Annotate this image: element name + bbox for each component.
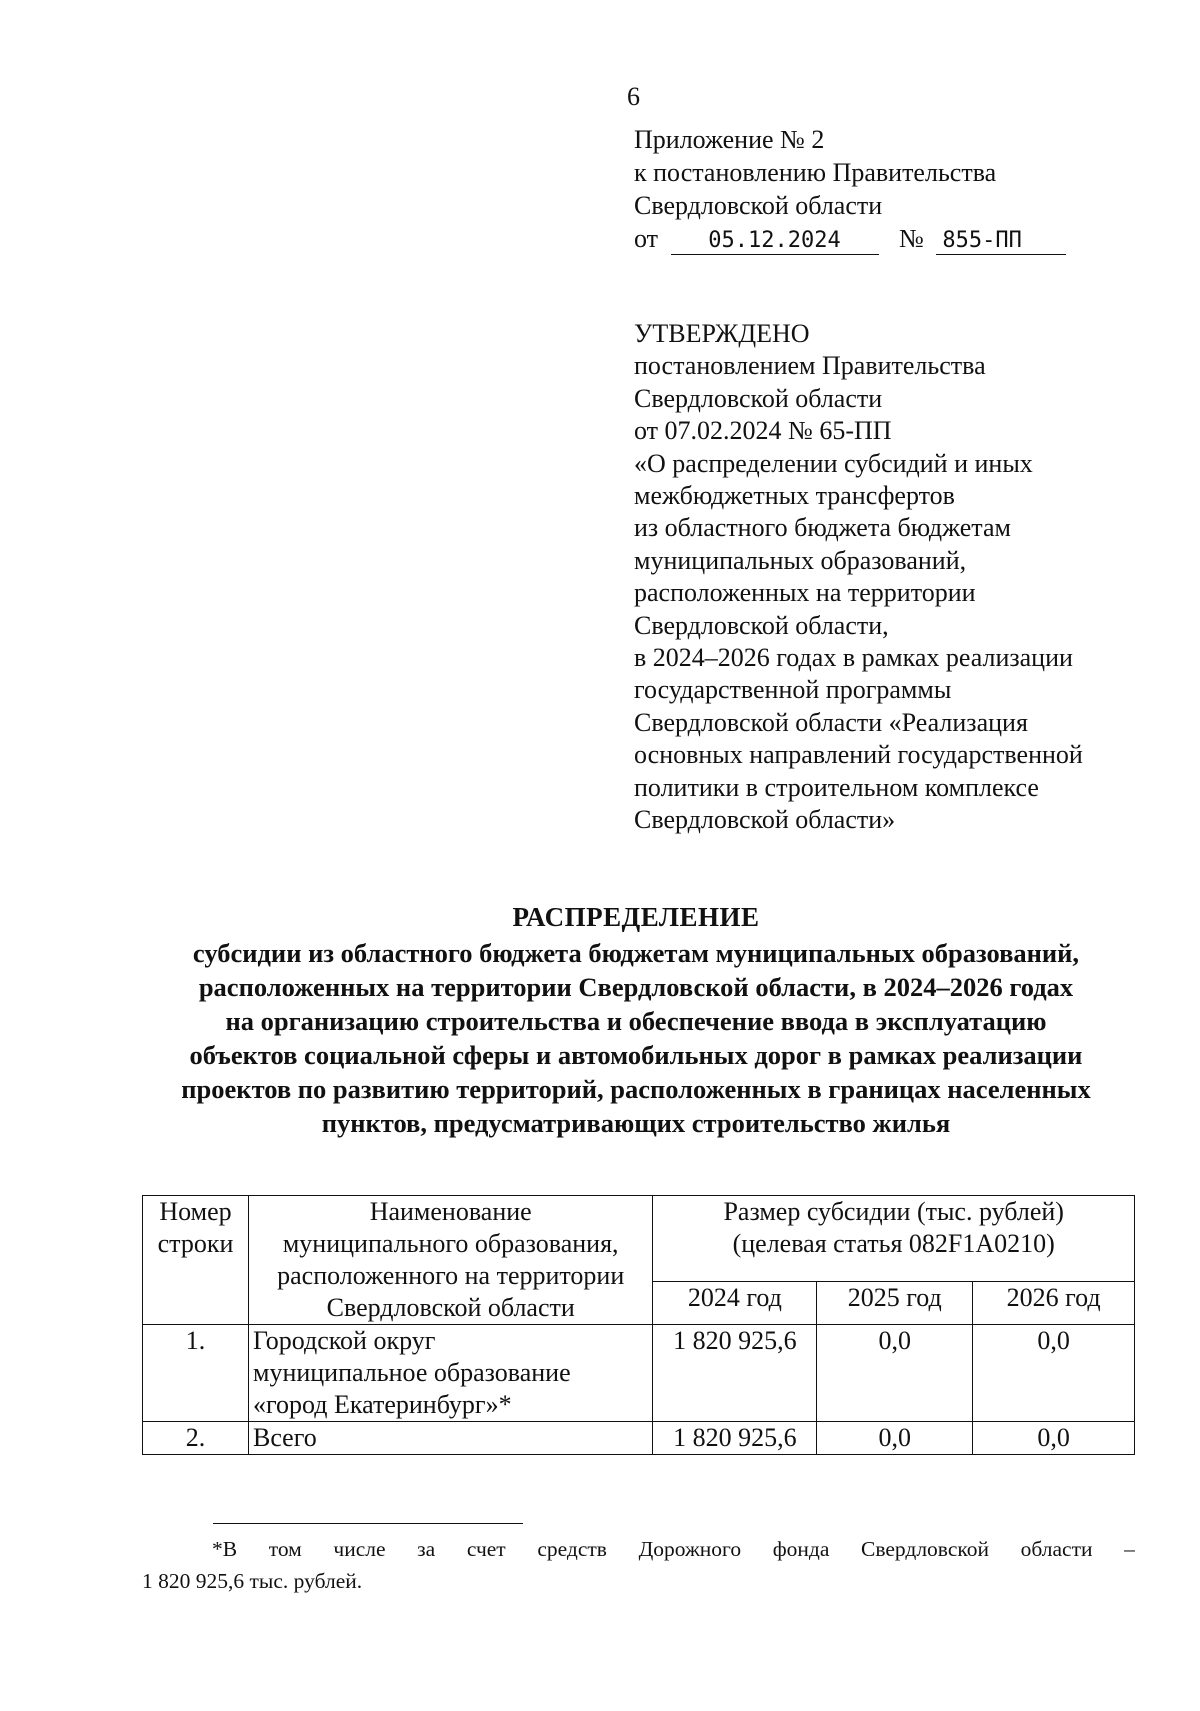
footnote-word: – <box>1124 1537 1135 1561</box>
header-name-line: Наименование <box>369 1197 532 1226</box>
approved-line: в 2024–2026 годах в рамках реализации <box>634 643 1073 673</box>
appendix-line-3: Свердловской области <box>634 191 883 220</box>
value-2025: 0,0 <box>817 1325 973 1422</box>
approved-line: межбюджетных трансфертов <box>634 481 955 511</box>
approved-line: Свердловской области» <box>634 805 896 835</box>
header-row-number <box>143 1196 249 1325</box>
footnote-divider <box>213 1523 523 1524</box>
approved-line: Свердловской области <box>634 383 883 413</box>
footnote-word: Дорожного <box>638 1537 742 1561</box>
heading-line: субсидии из областного бюджета бюджетам муниципальных образований, <box>192 938 1080 968</box>
value-2026: 0,0 <box>973 1325 1135 1422</box>
header-year-2025: 2025 год <box>817 1281 973 1324</box>
approved-line: политики в строительном комплексе <box>634 772 1039 802</box>
appendix-line-2: к постановлению Правительства <box>634 158 997 187</box>
header-num-line: Номер <box>159 1197 232 1226</box>
header-name-line: расположенного на территории <box>277 1261 625 1290</box>
page-number: 6 <box>627 82 640 111</box>
header-subsidy-amount <box>653 1196 1135 1282</box>
header-year-2024: 2024 год <box>653 1281 817 1324</box>
header-name-line: Свердловской области <box>326 1293 575 1322</box>
value-2026: 0,0 <box>973 1422 1135 1455</box>
table-row <box>143 1325 1135 1422</box>
appendix-line-1: Приложение № 2 <box>634 125 825 154</box>
row-number: 1. <box>143 1325 249 1422</box>
footnote-word: за <box>417 1537 436 1561</box>
footnote-word: средств <box>537 1537 607 1561</box>
header-name-line: муниципального образования, <box>282 1229 619 1258</box>
appendix-from-label: от <box>634 224 659 253</box>
footnote-line-1 <box>142 1533 1135 1565</box>
header-municipality <box>248 1196 652 1325</box>
header-num-line: строки <box>157 1229 234 1258</box>
appendix-number: 855-ПП <box>936 228 1066 255</box>
heading-line: на организацию строительства и обеспечение ввода в эксплуатацию <box>225 1006 1047 1036</box>
heading-line: пунктов, предусматривающих строительство жилья <box>321 1108 951 1138</box>
heading-line: проектов по развитию территорий, расположенных в границах населенных <box>181 1074 1091 1104</box>
appendix-date-line <box>634 222 1066 255</box>
value-2024: 1 820 925,6 <box>653 1325 817 1422</box>
document-heading <box>100 900 1172 1140</box>
row-municipality <box>248 1325 652 1422</box>
row-municipality: Всего <box>248 1422 652 1455</box>
table-header-row <box>143 1196 1135 1282</box>
municipality-line: Городской округ <box>252 1326 436 1355</box>
approved-line: Свердловской области «Реализация <box>634 707 1028 737</box>
footnote-word: фонда <box>772 1537 830 1561</box>
row-number: 2. <box>143 1422 249 1455</box>
header-amount-line: Размер субсидии (тыс. рублей) <box>723 1197 1064 1226</box>
heading-line: расположенных на территории Свердловской области, в 2024–2026 годах <box>198 972 1074 1002</box>
approved-line: государственной программы <box>634 675 952 705</box>
footnote-word: том <box>268 1537 302 1561</box>
approved-line: от 07.02.2024 № 65-ПП <box>634 416 892 446</box>
document-title: РАСПРЕДЕЛЕНИЕ <box>512 902 760 932</box>
footnote-word: *В <box>212 1537 238 1561</box>
appendix-number-label: № <box>899 224 924 253</box>
header-amount-line: (целевая статья 082F1A0210) <box>732 1229 1055 1258</box>
value-2025: 0,0 <box>817 1422 973 1455</box>
approved-line: «О распределении субсидий и иных <box>634 448 1033 478</box>
footnote-word: области <box>1020 1537 1093 1561</box>
table-row-total <box>143 1422 1135 1455</box>
approved-line: расположенных на территории <box>634 578 976 608</box>
footnote-word: Свердловской <box>861 1537 989 1561</box>
approved-line: постановлением Правительства <box>634 351 986 381</box>
footnote-word: счет <box>466 1537 506 1561</box>
heading-line: объектов социальной сферы и автомобильных дорог в рамках реализации <box>189 1040 1083 1070</box>
header-year-2026: 2026 год <box>973 1281 1135 1324</box>
approved-line: основных направлений государственной <box>634 740 1083 770</box>
distribution-table <box>142 1195 1135 1455</box>
footnote-word: числе <box>333 1537 386 1561</box>
municipality-line: муниципальное образование <box>252 1358 571 1387</box>
appendix-block <box>634 123 1066 255</box>
footnote-line-2: 1 820 925,6 тыс. рублей. <box>142 1569 363 1593</box>
value-2024: 1 820 925,6 <box>653 1422 817 1455</box>
approved-line: УТВЕРЖДЕНО <box>634 319 810 348</box>
appendix-date: 05.12.2024 <box>671 228 879 255</box>
footnote <box>142 1533 1135 1597</box>
approved-line: муниципальных образований, <box>634 545 967 575</box>
approval-block <box>634 318 1083 837</box>
municipality-line: «город Екатеринбург»* <box>252 1390 512 1419</box>
approved-line: Свердловской области, <box>634 610 889 640</box>
approved-line: из областного бюджета бюджетам <box>634 513 1011 543</box>
